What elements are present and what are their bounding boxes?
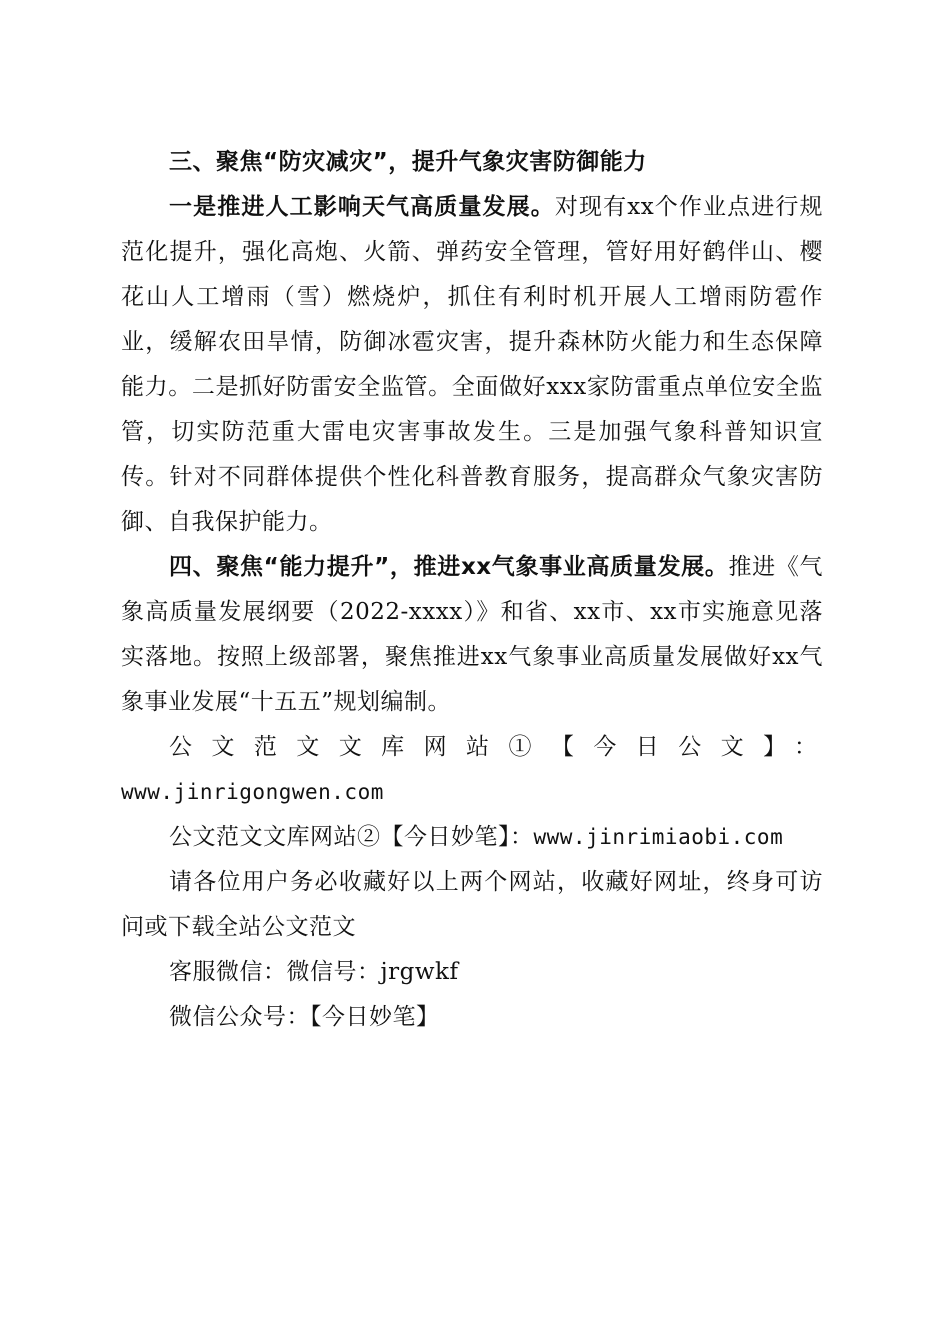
site-1-url-text[interactable]: www.jinrigongwen.com (121, 780, 384, 804)
section-3-paragraph-lead: 一是推进人工影响天气高质量发展。 (169, 194, 555, 220)
section-4-heading: 四、聚焦“能力提升”，推进xx气象事业高质量发展。 (169, 554, 729, 580)
wechat-public-line: 微信公众号：【今日妙笔】 (169, 1004, 440, 1030)
section-4-paragraph (121, 545, 823, 725)
site-2-url[interactable]: www.jinrimiaobi.com (533, 825, 784, 849)
section-3-paragraph-body: 对现有xx个作业点进行规范化提升，强化高炮、火箭、弹药安全管理，管好用好鹤伴山、樱花山人工增雨（雪）燃烧炉，抓住有利时机开展人工增雨防雹作业，缓解农田旱情，防御冰雹灾害，提升森林防火能力和生态保障能力。二是抓好防雷安全监管。全面做好xxx家防雷重点单位安全监管，切实防范重大雷电灾害事故发生。三是加强气象科普知识宣传。针对不同群体提供个性化科普教育服务，提高群众气象灾害防御、自我保护能力。 (121, 194, 823, 535)
wechat-service-line: 客服微信：微信号：jrgwkf (169, 959, 459, 985)
site-1-label: 公文范文文库网站①【今日公文】： (169, 734, 823, 760)
section-4-body: 推进《气象高质量发展纲要（2022-xxxx）》和省、xx市、xx市实施意见落实落地。按照上级部署，聚焦推进xx气象事业高质量发展做好xx气象事业发展“十五五”规划编制。 (121, 554, 824, 715)
site-2-label: 公文范文文库网站②【今日妙笔】： (169, 824, 534, 850)
section-3-paragraph (121, 185, 823, 545)
section-3-heading: 三、聚焦“防灾减灾”，提升气象灾害防御能力 (169, 149, 647, 175)
site-1-url[interactable] (121, 770, 823, 815)
bookmark-notice: 请各位用户务必收藏好以上两个网站，收藏好网址，终身可访问或下载全站公文范文 (121, 869, 823, 940)
site-2-line (121, 815, 823, 860)
document-body (121, 140, 823, 1040)
